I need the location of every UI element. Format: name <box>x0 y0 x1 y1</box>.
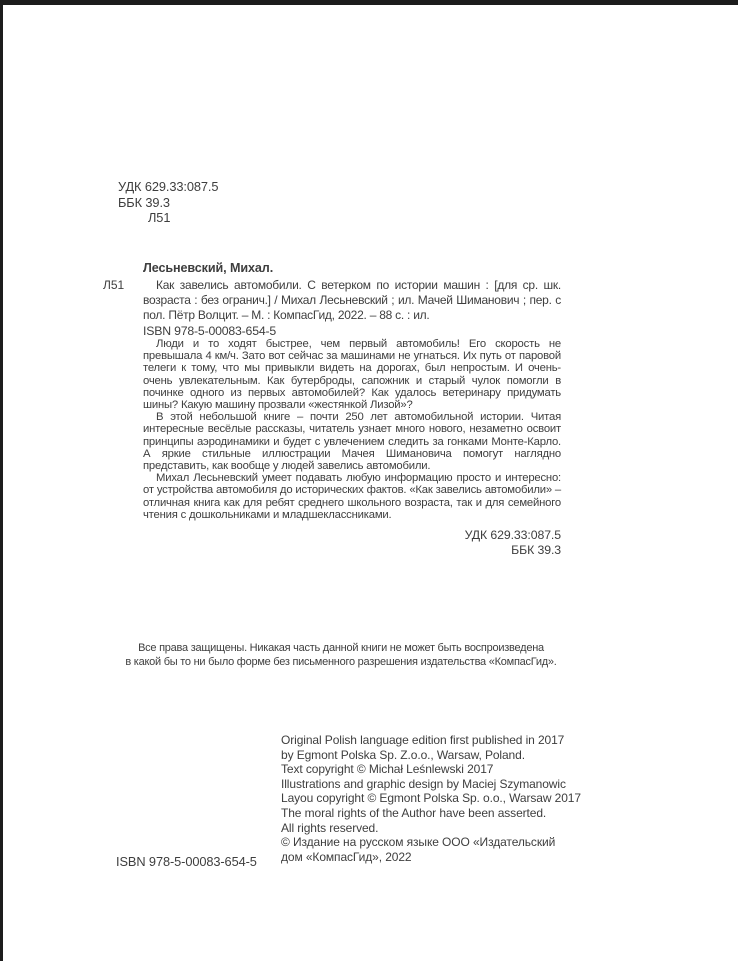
bottom-codes-block <box>143 528 561 558</box>
author-heading: Лесьневский, Михал. <box>143 261 274 275</box>
copyright-line-5: Layou copyright © Egmont Polska Sp. o.o., Warsaw 2017 <box>281 791 581 806</box>
copyright-line-7: All rights reserved. <box>281 820 379 835</box>
copyright-block <box>281 733 581 864</box>
rights-notice-line-2: в какой бы то ни было форме без письменного разрешения издательства «КомпасГид». <box>125 656 557 669</box>
annotation-paragraph-2: В этой небольшой книге – почти 250 лет автомобильной истории. Читая интересные весёлые рассказы, читатель узнает много нового, незаметно освоит принципы аэродинамики и будет с увлечением следить за гонками Монте-Карло. А яркие стильные иллюстрации Мачея Шимановича помогут наглядно представить, как вообще у людей завелись автомобили. <box>143 411 561 473</box>
author-sign-card: Л51 <box>103 278 125 292</box>
rights-notice <box>121 641 561 669</box>
bibliographic-entry <box>103 278 561 324</box>
isbn-bottom: ISBN 978-5-00083-654-5 <box>116 854 257 869</box>
copyright-line-2: by Egmont Polska Sp. Z.o.o., Warsaw, Poland. <box>281 747 525 762</box>
author-sign-top: Л51 <box>148 210 171 225</box>
catalog-card <box>103 261 561 339</box>
copyright-line-6: The moral rights of the Author have been asserted. <box>281 805 547 820</box>
annotation-paragraph-1: Люди и то ходят быстрее, чем первый автомобиль! Его скорость не превышала 4 км/ч. Зато вот сейчас за машинами не угнаться. Их путь от паровой телеги к тому, что мы привыкли видеть на дорогах, был непростым. И очень-очень увлекательным. Как бутерброды, сапожник и старый чулок помогли в починке одного из первых автомобилей? Как удалось ветеринару придумать шины? Какую машину прозвали «жестянкой Лизой»? <box>143 338 561 412</box>
catalog-isbn: ISBN 978-5-00083-654-5 <box>143 323 277 338</box>
annotation-paragraph-3: Михал Лесьневский умеет подавать любую информацию просто и интересно: от устройства автомобиля до исторических фактов. «Как завелись автомобили» – отличная книга как для ребят среднего школьного возраста, так и для семейного чтения с дошкольниками и младшеклассниками. <box>143 472 561 521</box>
annotation-block <box>143 338 561 558</box>
rights-notice-line-1: Все права защищены. Никакая часть данной книги не может быть воспроизведена <box>138 642 544 654</box>
copyright-line-8: © Издание на русском языке ООО «Издательский <box>281 835 556 850</box>
udk-code-top: УДК 629.33:087.5 <box>118 179 219 194</box>
copyright-line-4: Illustrations and graphic design by Maciej Szymanowic <box>281 776 566 791</box>
bibliographic-description: Как завелись автомобили. С ветерком по истории машин : [для ср. шк. возраста : без огранич.] / Михал Лесьневский ; ил. Мачей Шиманович ; пер. с пол. Пётр Волцит. – М. : КомпасГид, 2022. – 88 с. : ил. <box>143 278 561 323</box>
udk-code-bottom: УДК 629.33:087.5 <box>464 528 561 543</box>
copyright-line-3: Text copyright © Michał Leśnlewski 2017 <box>281 762 494 777</box>
top-codes-block <box>118 179 218 226</box>
bbk-code-top: ББК 39.3 <box>118 194 170 210</box>
copyright-line-9: дом «КомпасГид», 2022 <box>281 849 412 864</box>
copyright-line-1: Original Polish language edition first published in 2017 <box>281 733 565 747</box>
bbk-code-bottom: ББК 39.3 <box>511 543 561 558</box>
